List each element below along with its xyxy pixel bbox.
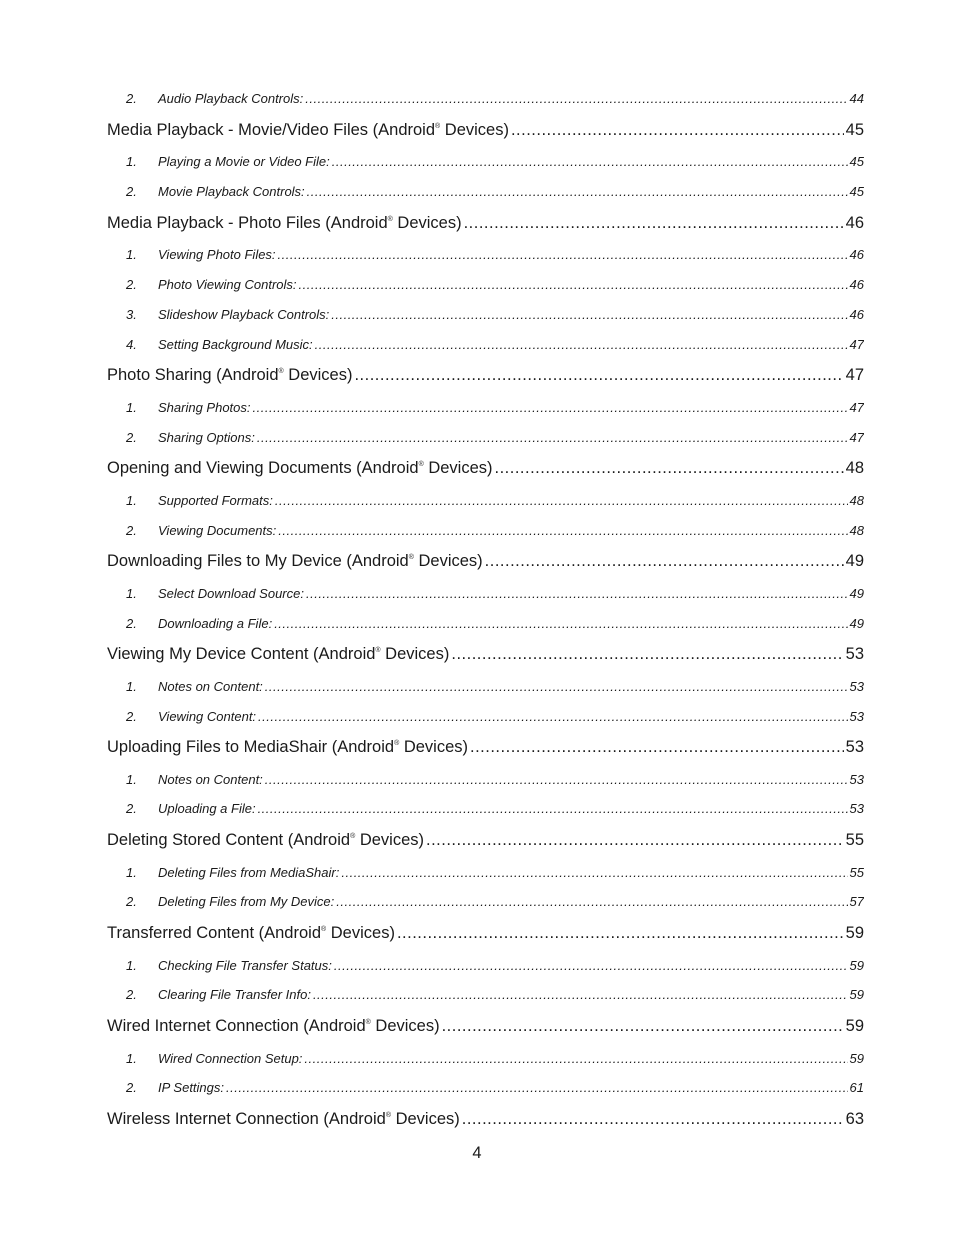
toc-entry-number: 2. (126, 1080, 137, 1096)
toc-entry-title-text: Wired Connection Setup: (158, 1050, 303, 1066)
toc-entry-title-text: Wired Internet Connection (Android (107, 1017, 366, 1036)
toc-entry-title-text: Slideshow Playback Controls: (158, 306, 330, 322)
dot-leader (275, 486, 848, 516)
toc-entry-number: 2. (126, 801, 137, 817)
toc-entry-title-text: Viewing My Device Content (Android (107, 645, 376, 664)
toc-entry-number: 2. (126, 522, 137, 538)
toc-entry-title-text: Setting Background Music: (158, 336, 313, 352)
toc-entry-title (158, 423, 255, 453)
page-number: 4 (472, 1144, 482, 1162)
dot-leader (336, 887, 847, 917)
toc-entry-title (107, 1103, 460, 1136)
toc-section-entry[interactable] (107, 638, 864, 671)
toc-entry-number: 1. (126, 864, 137, 880)
toc-entry-title (158, 1044, 302, 1074)
toc-entry-number: 1. (126, 154, 137, 170)
registered-mark: ® (385, 1112, 391, 1120)
dot-leader (341, 858, 847, 888)
toc-section-entry[interactable] (107, 207, 864, 240)
toc-subsection-entry[interactable] (107, 702, 864, 732)
toc-entry-page: 49 (845, 552, 864, 571)
toc-entry-number: 1. (126, 247, 137, 263)
toc-entry-title-text: Viewing Photo Files: (158, 247, 276, 263)
toc-entry-number: 4. (126, 336, 137, 352)
toc-entry-title-suffix: Devices) (355, 831, 424, 850)
dot-leader (334, 951, 848, 981)
registered-mark: ® (435, 122, 441, 130)
toc-entry-page: 45 (849, 183, 864, 199)
toc-entry-number: 1. (126, 678, 137, 694)
toc-entry-page: 47 (849, 399, 864, 415)
toc-entry-page: 59 (849, 957, 864, 973)
toc-entry-title (158, 579, 304, 609)
toc-subsection-entry[interactable] (107, 1073, 864, 1103)
toc-entry-title (158, 300, 329, 330)
toc-entry-title-text: Media Playback - Movie/Video Files (Android (107, 120, 436, 139)
toc-entry-title (158, 609, 272, 639)
toc-entry-title-suffix: Devices) (370, 1017, 440, 1036)
toc-entry-title (107, 452, 493, 485)
registered-mark: ® (321, 926, 327, 934)
toc-entry-page: 48 (845, 459, 864, 478)
toc-subsection-entry[interactable] (107, 794, 864, 824)
toc-subsection-entry[interactable] (107, 330, 864, 360)
toc-entry-page: 47 (849, 336, 864, 352)
dot-leader (464, 207, 844, 240)
toc-subsection-entry[interactable] (107, 1044, 864, 1074)
toc-entry-page: 45 (845, 120, 864, 139)
toc-entry-title-text: Downloading a File: (158, 615, 273, 631)
toc-entry-title-text: Transferred Content (Android (107, 924, 321, 943)
toc-subsection-entry[interactable] (107, 579, 864, 609)
toc-entry-title (158, 672, 263, 702)
dot-leader (313, 980, 848, 1010)
toc-entry-title-text: Photo Viewing Controls: (158, 276, 297, 292)
dot-leader (332, 147, 848, 177)
toc-entry-title-suffix: Devices) (413, 552, 483, 571)
toc-entry-number: 1. (126, 771, 137, 787)
toc-entry-page: 59 (849, 1050, 864, 1066)
toc-entry-title-text: Downloading Files to My Device (Android (107, 552, 409, 571)
toc-entry-title-text: Viewing Content: (158, 708, 257, 724)
toc-entry-title-text: Uploading a File: (158, 801, 256, 817)
toc-entry-title-suffix: Devices) (399, 738, 469, 757)
toc-entry-title-text: IP Settings: (158, 1080, 224, 1096)
toc-entry-title-text: Opening and Viewing Documents (Android (107, 459, 419, 478)
toc-entry-title-text: Clearing File Transfer Info: (158, 987, 311, 1003)
toc-entry-title (107, 1010, 440, 1043)
toc-entry-page: 55 (849, 864, 864, 880)
toc-entry-page: 59 (845, 924, 864, 943)
toc-entry-title (158, 765, 263, 795)
dot-leader (265, 672, 848, 702)
toc-subsection-entry[interactable] (107, 980, 864, 1010)
toc-entry-title-text: Wireless Internet Connection (Android (107, 1110, 386, 1129)
toc-entry-number: 1. (126, 492, 137, 508)
toc-entry-title (107, 824, 424, 857)
toc-subsection-entry[interactable] (107, 858, 864, 888)
toc-entry-title (158, 702, 256, 732)
toc-entry-number: 2. (126, 987, 137, 1003)
toc-entry-title (158, 270, 297, 300)
toc-entry-title (107, 917, 395, 950)
toc-entry-title (107, 638, 449, 671)
toc-subsection-entry[interactable] (107, 672, 864, 702)
registered-mark: ® (387, 215, 393, 223)
toc-entry-number: 2. (126, 276, 137, 292)
toc-entry-page: 53 (849, 678, 864, 694)
toc-entry-title (107, 731, 468, 764)
toc-entry-title-text: Movie Playback Controls: (158, 183, 305, 199)
toc-section-entry[interactable] (107, 114, 864, 147)
toc-entry-title-text: Deleting Stored Content (Android (107, 831, 351, 850)
dot-leader (495, 452, 844, 485)
toc-entry-page: 45 (849, 154, 864, 170)
toc-entry-number: 2. (126, 91, 137, 106)
toc-entry-number: 1. (126, 399, 137, 415)
toc-entry-page: 47 (845, 366, 864, 385)
toc-entry-number: 2. (126, 894, 137, 910)
toc-subsection-entry[interactable] (107, 393, 864, 423)
toc-entry-page: 53 (845, 645, 864, 664)
toc-entry-title (107, 207, 462, 240)
toc-entry-page: 55 (845, 831, 864, 850)
toc-entry-number: 1. (126, 1050, 137, 1066)
dot-leader (258, 702, 847, 732)
dot-leader (511, 114, 844, 147)
toc-entry-title (158, 177, 305, 207)
toc-entry-number: 2. (126, 429, 137, 445)
toc-subsection-entry[interactable] (107, 423, 864, 453)
toc-entry-title (158, 147, 330, 177)
toc-entry-title-suffix: Devices) (423, 459, 493, 478)
toc-entry-title-suffix: Devices) (392, 213, 462, 232)
toc-entry-title (107, 114, 509, 147)
toc-entry-page: 49 (849, 585, 864, 601)
toc-entry-title (107, 545, 483, 578)
dot-leader (274, 609, 847, 639)
toc-entry-page: 46 (849, 276, 864, 292)
registered-mark: ® (365, 1019, 371, 1027)
toc-entry-title (158, 486, 273, 516)
toc-subsection-entry[interactable] (107, 887, 864, 917)
registered-mark: ® (418, 461, 424, 469)
toc-entry-title (158, 516, 276, 546)
toc-entry-page: 46 (849, 306, 864, 322)
toc-section-entry[interactable] (107, 824, 864, 857)
registered-mark: ® (408, 554, 414, 562)
toc-entry-title (158, 794, 256, 824)
dot-leader (354, 359, 843, 392)
dot-leader (470, 731, 844, 764)
dot-leader (442, 1010, 844, 1043)
toc-entry-page: 53 (849, 801, 864, 817)
toc-entry-number: 2. (126, 183, 137, 199)
toc-entry-title-suffix: Devices) (283, 366, 353, 385)
toc-entry-title-text: Photo Sharing (Android (107, 366, 279, 385)
dot-leader (315, 330, 848, 360)
toc-entry-title (158, 240, 276, 270)
toc-section-entry[interactable] (107, 1103, 864, 1136)
toc-entry-title-text: Media Playback - Photo Files (Android (107, 213, 388, 232)
toc-entry-title (158, 887, 334, 917)
dot-leader (307, 177, 848, 207)
toc-entry-page: 48 (849, 492, 864, 508)
table-of-contents (107, 84, 864, 1137)
toc-entry-title-text: Audio Playback Controls: (158, 91, 304, 106)
toc-entry-title-text: Checking File Transfer Status: (158, 957, 332, 973)
dot-leader (426, 824, 844, 857)
toc-section-entry[interactable] (107, 731, 864, 764)
toc-entry-number: 3. (126, 306, 137, 322)
registered-mark: ® (278, 368, 284, 376)
dot-leader (278, 240, 848, 270)
dot-leader (265, 765, 848, 795)
toc-entry-title-text: Deleting Files from My Device: (158, 894, 335, 910)
toc-entry-page: 44 (849, 91, 864, 106)
dot-leader (331, 300, 847, 330)
toc-entry-page: 46 (845, 213, 864, 232)
dot-leader (258, 794, 848, 824)
toc-entry-title-suffix: Devices) (390, 1110, 460, 1129)
toc-entry-title (158, 980, 311, 1010)
toc-entry-title-text: Playing a Movie or Video File: (158, 154, 330, 170)
toc-subsection-entry[interactable] (107, 147, 864, 177)
registered-mark: ® (375, 647, 381, 655)
dot-leader (462, 1103, 844, 1136)
toc-entry-page: 61 (849, 1080, 864, 1096)
dot-leader (451, 638, 843, 671)
dot-leader (226, 1073, 848, 1103)
toc-entry-page: 49 (849, 615, 864, 631)
toc-subsection-entry[interactable] (107, 177, 864, 207)
toc-section-entry[interactable] (107, 545, 864, 578)
toc-entry-page: 59 (845, 1017, 864, 1036)
toc-entry-page: 57 (849, 894, 864, 910)
toc-entry-page: 63 (845, 1110, 864, 1129)
toc-entry-title-suffix: Devices) (440, 120, 509, 139)
toc-subsection-entry[interactable] (107, 609, 864, 639)
toc-entry-page: 53 (845, 738, 864, 757)
dot-leader (397, 917, 844, 950)
toc-entry-title-text: Uploading Files to MediaShair (Android (107, 738, 395, 757)
toc-entry-title-text: Viewing Documents: (158, 522, 277, 538)
dot-leader (257, 423, 848, 453)
toc-entry-number: 2. (126, 615, 137, 631)
toc-subsection-entry[interactable] (107, 951, 864, 981)
dot-leader (485, 545, 844, 578)
toc-entry-title (158, 330, 313, 360)
toc-subsection-entry[interactable] (107, 300, 864, 330)
toc-entry-title (158, 951, 332, 981)
toc-entry-title-suffix: Devices) (380, 645, 450, 664)
toc-entry-number: 1. (126, 957, 137, 973)
toc-subsection-entry[interactable] (107, 765, 864, 795)
toc-section-entry[interactable] (107, 359, 864, 392)
toc-subsection-entry[interactable] (107, 240, 864, 270)
toc-entry-title (158, 858, 339, 888)
toc-subsection-entry[interactable] (107, 486, 864, 516)
toc-entry-page: 47 (849, 429, 864, 445)
toc-entry-title (158, 393, 251, 423)
toc-section-entry[interactable] (107, 917, 864, 950)
toc-entry-title-text: Select Download Source: (158, 585, 304, 601)
toc-entry-page: 59 (849, 987, 864, 1003)
toc-entry-page: 53 (849, 708, 864, 724)
toc-entry-number: 2. (126, 708, 137, 724)
toc-entry-title-text: Sharing Photos: (158, 399, 251, 415)
dot-leader (278, 516, 847, 546)
toc-entry-title-text: Sharing Options: (158, 429, 255, 445)
toc-subsection-entry[interactable] (107, 516, 864, 546)
toc-entry-page: 46 (849, 247, 864, 263)
toc-subsection-entry[interactable] (107, 84, 864, 114)
toc-entry-title (158, 1073, 224, 1103)
dot-leader (304, 1044, 847, 1074)
toc-entry-title (107, 359, 352, 392)
dot-leader (253, 393, 848, 423)
toc-section-entry[interactable] (107, 452, 864, 485)
toc-entry-number: 1. (126, 585, 137, 601)
dot-leader (305, 84, 847, 114)
toc-entry-title-text: Notes on Content: (158, 678, 263, 694)
toc-entry-title-text: Supported Formats: (158, 492, 273, 508)
dot-leader (306, 579, 848, 609)
toc-entry-page: 48 (849, 522, 864, 538)
toc-entry-title-suffix: Devices) (326, 924, 395, 943)
toc-section-entry[interactable] (107, 1010, 864, 1043)
toc-entry-title-text: Deleting Files from MediaShair: (158, 864, 340, 880)
dot-leader (299, 270, 848, 300)
registered-mark: ® (394, 740, 400, 748)
toc-entry-title-text: Notes on Content: (158, 771, 263, 787)
registered-mark: ® (350, 833, 356, 841)
toc-subsection-entry[interactable] (107, 270, 864, 300)
toc-entry-title (158, 84, 303, 114)
toc-entry-page: 53 (849, 771, 864, 787)
